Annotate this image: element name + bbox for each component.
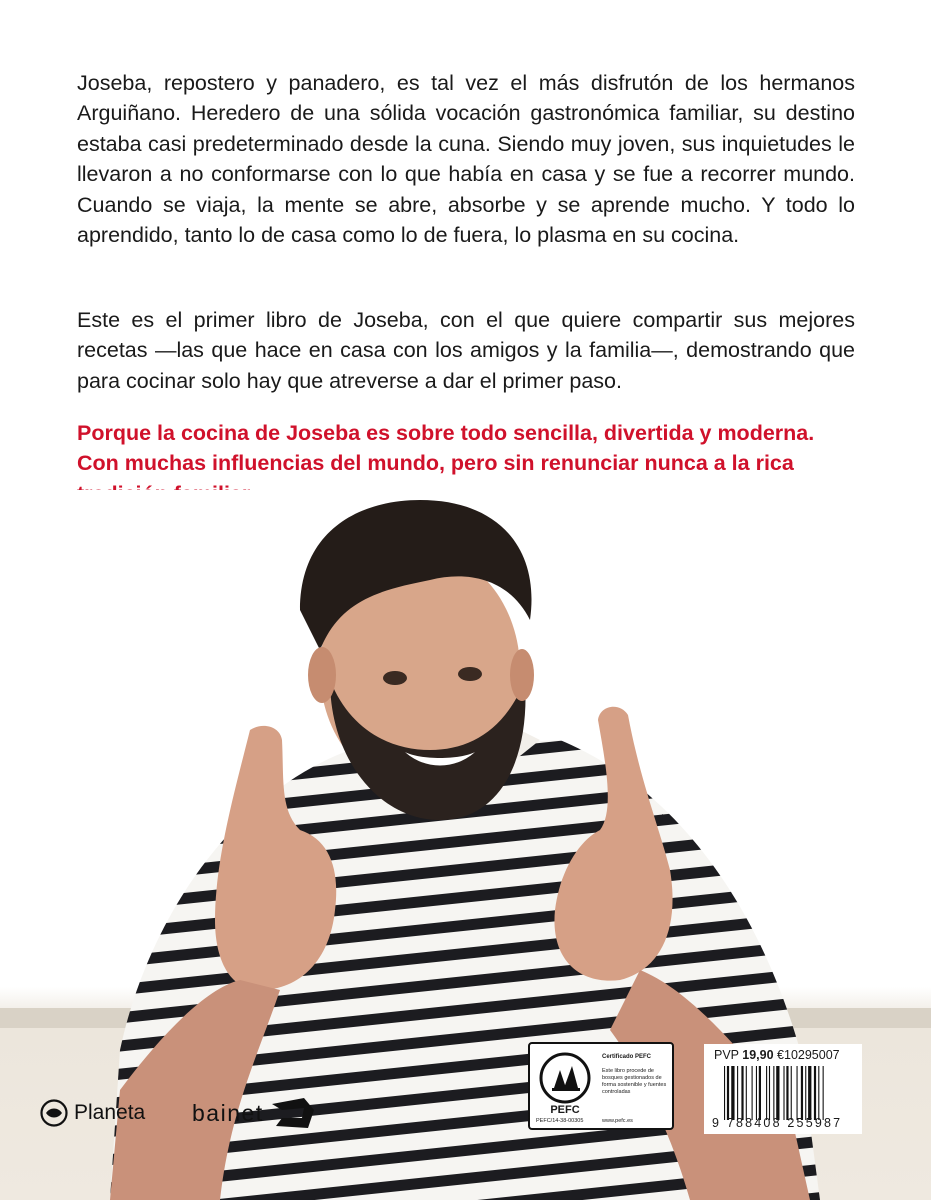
pefc-certification	[528, 1042, 674, 1130]
price-amount: 19,90	[742, 1048, 774, 1062]
intro-paragraph: Joseba, repostero y panadero, es tal vez el más disfrutón de los hermanos Arguiñano. Heredero de una sólida vocación gastronómica familiar, su destino estaba casi predeterminado desde la cuna. Siendo muy joven, sus inquietudes le llevaron a no conformarse con lo que había en casa y se fue a recorrer mundo. Cuando se viaja, la mente se abre, absorbe y se aprende mucho. Y todo lo aprendido, tanto lo de casa como lo de fuera, lo plasma en su cocina.	[77, 70, 855, 247]
price-ref: 10295007	[784, 1048, 840, 1062]
price-row	[714, 1048, 840, 1062]
barcode-icon	[724, 1066, 856, 1120]
highlight-paragraph: Porque la cocina de Joseba es sobre todo sencilla, divertida y moderna. Con muchas influencias del mundo, pero sin renunciar nunca a la rica	[77, 420, 815, 475]
bainet-wordmark: bainet	[192, 1099, 264, 1126]
planeta-wordmark: Planeta	[74, 1101, 146, 1124]
second-paragraph: Este es el primer libro de Joseba, con el que quiere compartir sus mejores recetas —las que hace en casa con los amigos y la familia—, demostrando que para cocinar solo hay que atreverse a dar el primer paso.	[77, 307, 855, 393]
planeta-globe-icon	[40, 1099, 68, 1127]
pefc-title: Certificado PEFC	[602, 1054, 652, 1060]
price-currency: €	[777, 1048, 784, 1062]
bainet-mark-icon	[268, 1096, 318, 1130]
pefc-code: PEFC/14-38-00305	[536, 1118, 584, 1124]
pefc-tree-icon	[538, 1052, 592, 1104]
pefc-url: www.pefc.es	[602, 1118, 633, 1124]
barcode-block	[704, 1044, 862, 1134]
planeta-logo	[40, 1098, 145, 1128]
pefc-wordmark: PEFC	[550, 1104, 580, 1116]
price-label: PVP	[714, 1048, 739, 1062]
isbn-number: 9 788408 255987	[712, 1116, 843, 1130]
pefc-description: Este libro procede de bosques gestionados de forma sostenible y fuentes controladas	[602, 1068, 667, 1095]
bainet-logo	[192, 1098, 318, 1128]
